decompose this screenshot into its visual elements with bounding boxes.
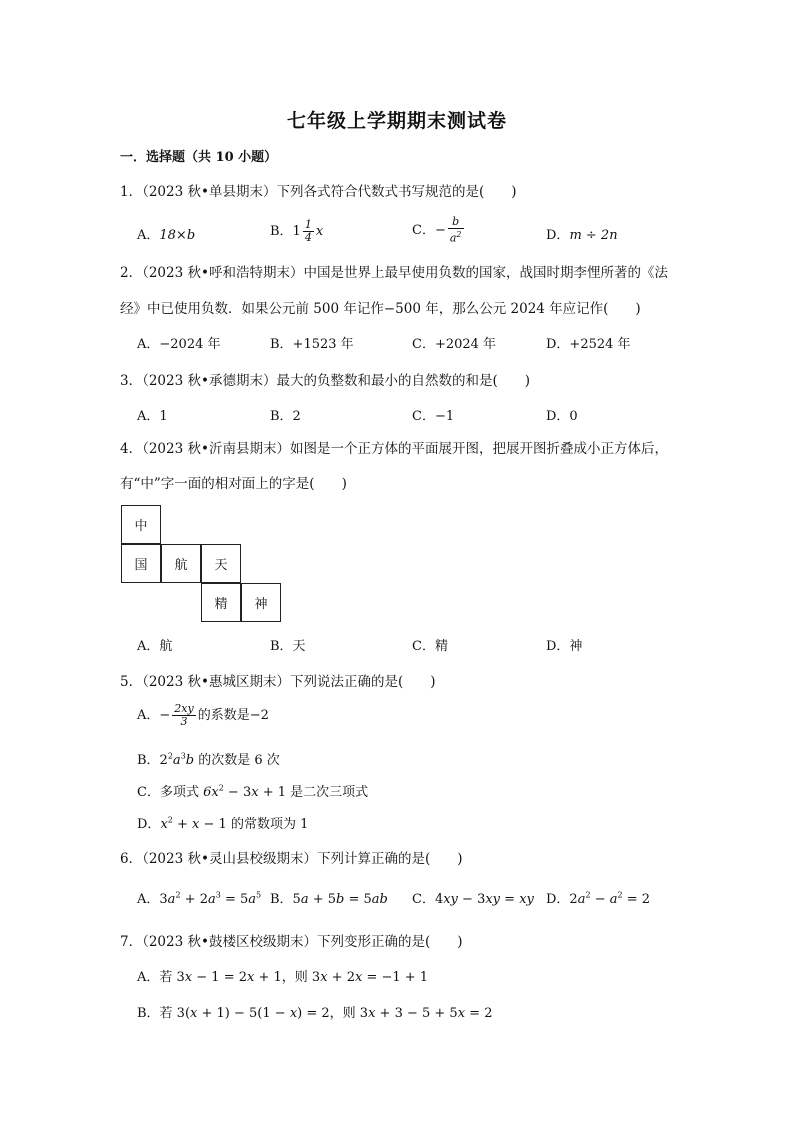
net-cell-shen: 神	[241, 583, 281, 622]
q2-option-c: C．+2024 年	[412, 337, 497, 352]
question-4-stem-line1: 4．（2023 秋•沂南县期末）如图是一个正方体的平面展开图，把展开图折叠成小正方体后，	[120, 441, 668, 457]
q5-option-b: B．$2^2a^3b$ 的次数是 6 次	[137, 751, 280, 768]
cube-net-figure	[121, 505, 291, 630]
question-1-stem: 1．（2023 秋•单县期末）下列各式符合代数式书写规范的是( )	[120, 184, 517, 200]
net-cell-guo: 国	[121, 544, 161, 583]
net-cell-tian: 天	[201, 544, 241, 583]
section-heading: 一．选择题（共 10 小题）	[120, 150, 278, 165]
q6-option-c: C．4xy − 3xy = xy	[412, 892, 534, 907]
question-2-stem-line2: 经》中已使用负数．如果公元前 500 年记作−500 年，那么公元 2024 年应记作( )	[120, 301, 641, 317]
q5-option-a: A．− $\frac{2xy}{3}$ 的系数是−2	[137, 702, 269, 728]
question-6-stem: 6．（2023 秋•灵山县校级期末）下列计算正确的是( )	[120, 851, 463, 867]
net-cell-hang: 航	[161, 544, 201, 583]
q4-option-b: B．天	[270, 639, 306, 654]
net-cell-jing: 精	[201, 583, 241, 622]
q3-option-a: A．1	[137, 409, 168, 424]
question-5-stem: 5．（2023 秋•惠城区期末）下列说法正确的是( )	[120, 674, 436, 690]
q5-option-d: D．$x^2 + x - 1$ 的常数项为 1	[137, 815, 309, 832]
q3-option-c: C．−1	[412, 409, 455, 424]
q2-option-d: D．+2524 年	[546, 337, 631, 352]
q2-option-b: B．+1523 年	[270, 337, 354, 352]
q1-option-c: C．− $\frac{b}{a^2}$	[412, 215, 462, 245]
question-7-stem: 7．（2023 秋•鼓楼区校级期末）下列变形正确的是( )	[120, 934, 463, 950]
q1-option-d: D．m ÷ 2n	[546, 228, 618, 243]
q4-option-a: A．航	[137, 639, 173, 654]
q4-option-c: C．精	[412, 639, 448, 654]
q3-option-d: D．0	[546, 409, 578, 424]
q6-option-b: B．5a + 5b = 5ab	[270, 892, 388, 907]
q3-option-b: B．2	[270, 409, 301, 424]
q1-option-b: B．1 $\frac{1}{4}$ x	[270, 218, 324, 244]
q2-option-a: A．−2024 年	[137, 337, 221, 352]
q6-option-d: D．$2a^2 - a^2 = 2$	[546, 890, 651, 907]
q5-option-c: C．多项式 $6x^2 - 3x + 1$ 是二次三项式	[137, 783, 369, 800]
question-2-stem-line1: 2．（2023 秋•呼和浩特期末）中国是世界上最早使用负数的国家，战国时期李悝所著的《法	[120, 265, 668, 281]
page-title: 七年级上学期期末测试卷	[286, 110, 507, 132]
net-cell-zhong: 中	[121, 505, 161, 544]
q7-option-a: A．若 3x − 1 = 2x + 1，则 3x + 2x = −1 + 1	[137, 970, 429, 985]
question-3-stem: 3．（2023 秋•承德期末）最大的负整数和最小的自然数的和是( )	[120, 373, 530, 389]
q7-option-b: B．若 3(x + 1) − 5(1 − x) = 2，则 3x + 3 − 5 + 5x = 2	[137, 1006, 493, 1021]
q6-option-a: A．$3a^2 + 2a^3 = 5a^5$	[137, 890, 262, 907]
q4-option-d: D．神	[546, 639, 583, 654]
question-4-stem-line2: 有“中”字一面的相对面上的字是( )	[120, 476, 347, 492]
q1-option-a: A．18×b	[137, 228, 196, 243]
